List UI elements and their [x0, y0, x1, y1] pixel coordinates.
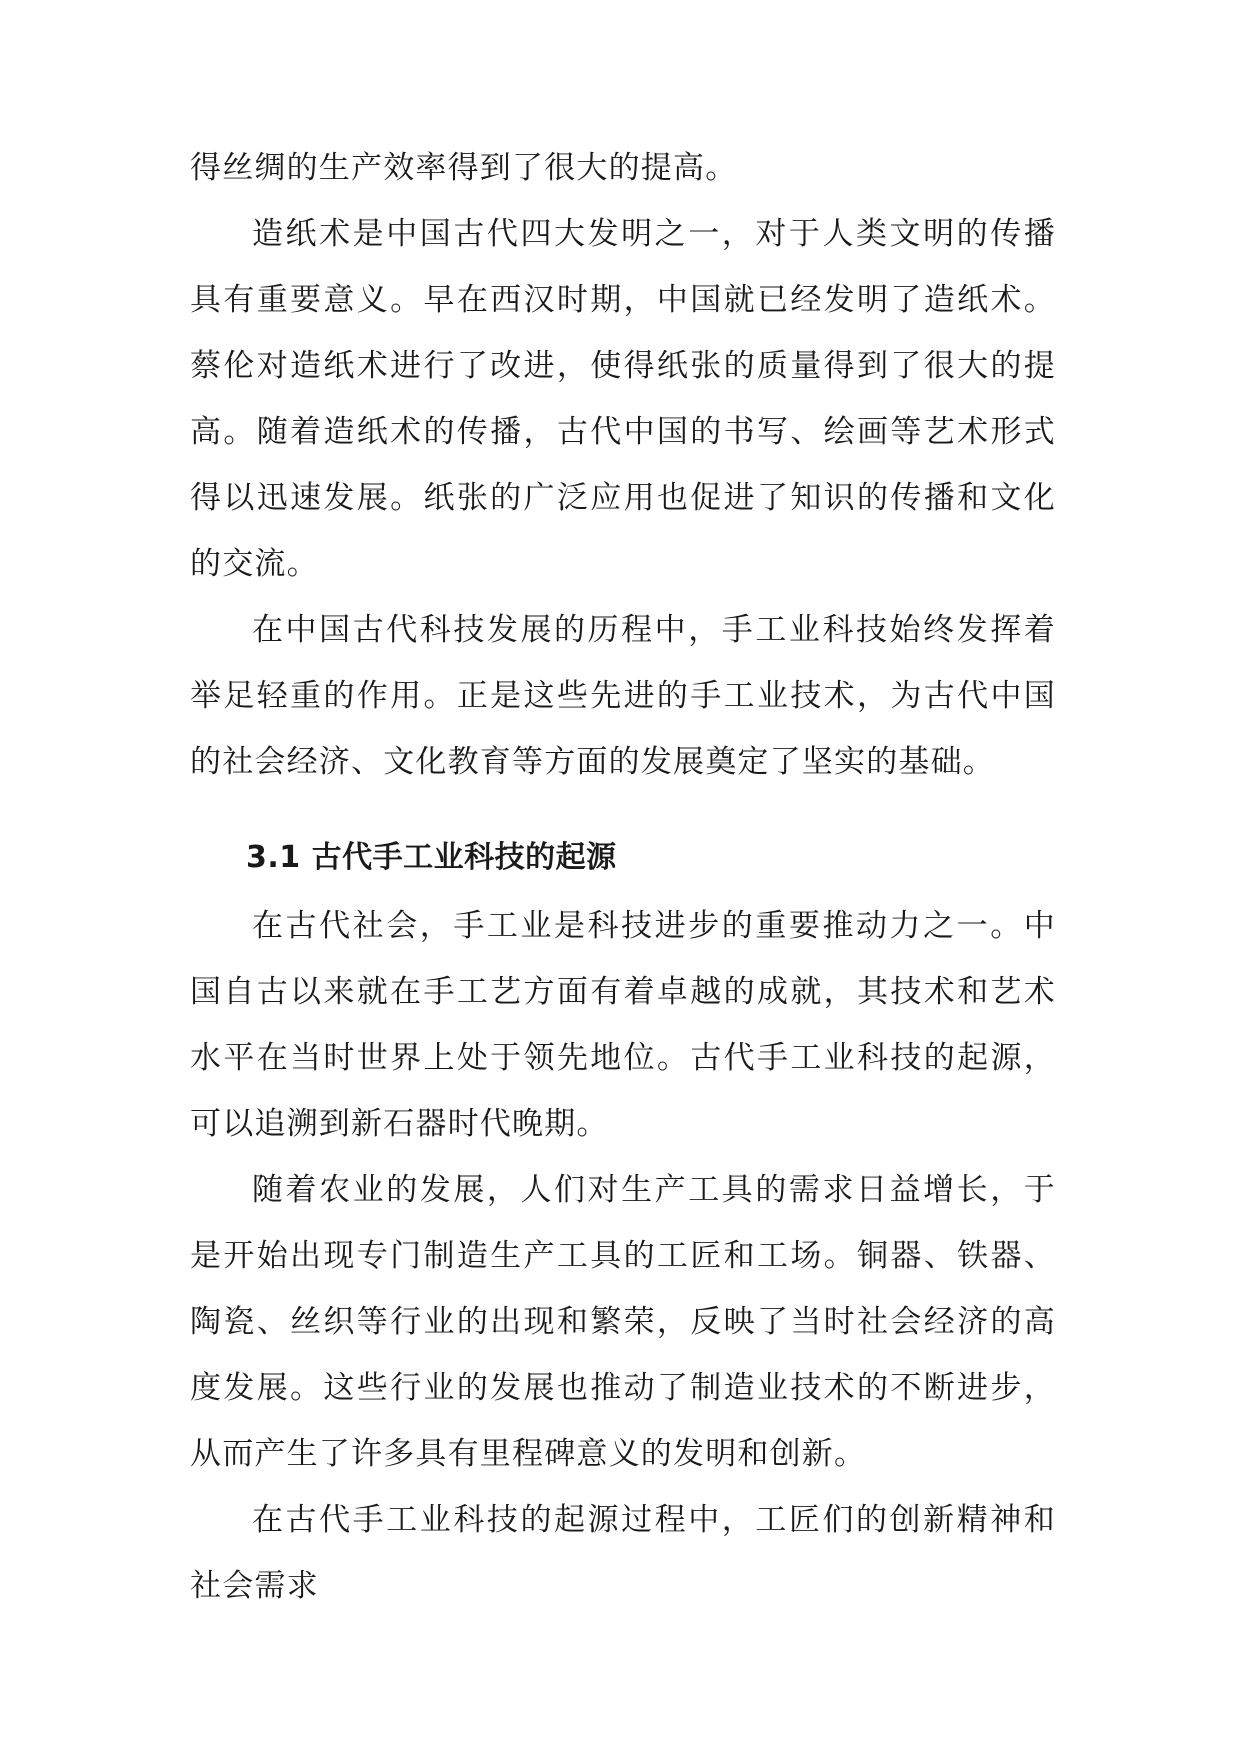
section-heading: 3.1 古代手工业科技的起源 [246, 840, 617, 875]
document-page [190, 135, 1056, 1619]
paragraph-origin: 在古代社会，手工业是科技进步的重要推动力之一。中国自古以来就在手工艺方面有着卓越的成就，其技术和艺术水平在当时世界上处于领先地位。古代手工业科技的起源，可以追溯到新石器时代晚期。 [190, 908, 1056, 1142]
paragraph-innovation: 在古代手工业科技的起源过程中，工匠们的创新精神和社会需求 [190, 1502, 1056, 1604]
paragraph-handicraft-role: 在中国古代科技发展的历程中，手工业科技始终发挥着举足轻重的作用。正是这些先进的手工业技术，为古代中国的社会经济、文化教育等方面的发展奠定了坚实的基础。 [190, 612, 1056, 780]
paragraph-papermaking: 造纸术是中国古代四大发明之一，对于人类文明的传播具有重要意义。早在西汉时期，中国就已经发明了造纸术。蔡伦对造纸术进行了改进，使得纸张的质量得到了很大的提高。随着造纸术的传播，古代中国的书写、绘画等艺术形式得以迅速发展。纸张的广泛应用也促进了知识的传播和文化的交流。 [190, 216, 1056, 582]
paragraph-continuation: 得丝绸的生产效率得到了很大的提高。 [190, 150, 738, 186]
paragraph-agriculture-tools: 随着农业的发展，人们对生产工具的需求日益增长，于是开始出现专门制造生产工具的工匠和工场。铜器、铁器、陶瓷、丝织等行业的出现和繁荣，反映了当时社会经济的高度发展。这些行业的发展也推动了制造业技术的不断进步，从而产生了许多具有里程碑意义的发明和创新。 [190, 1172, 1056, 1472]
